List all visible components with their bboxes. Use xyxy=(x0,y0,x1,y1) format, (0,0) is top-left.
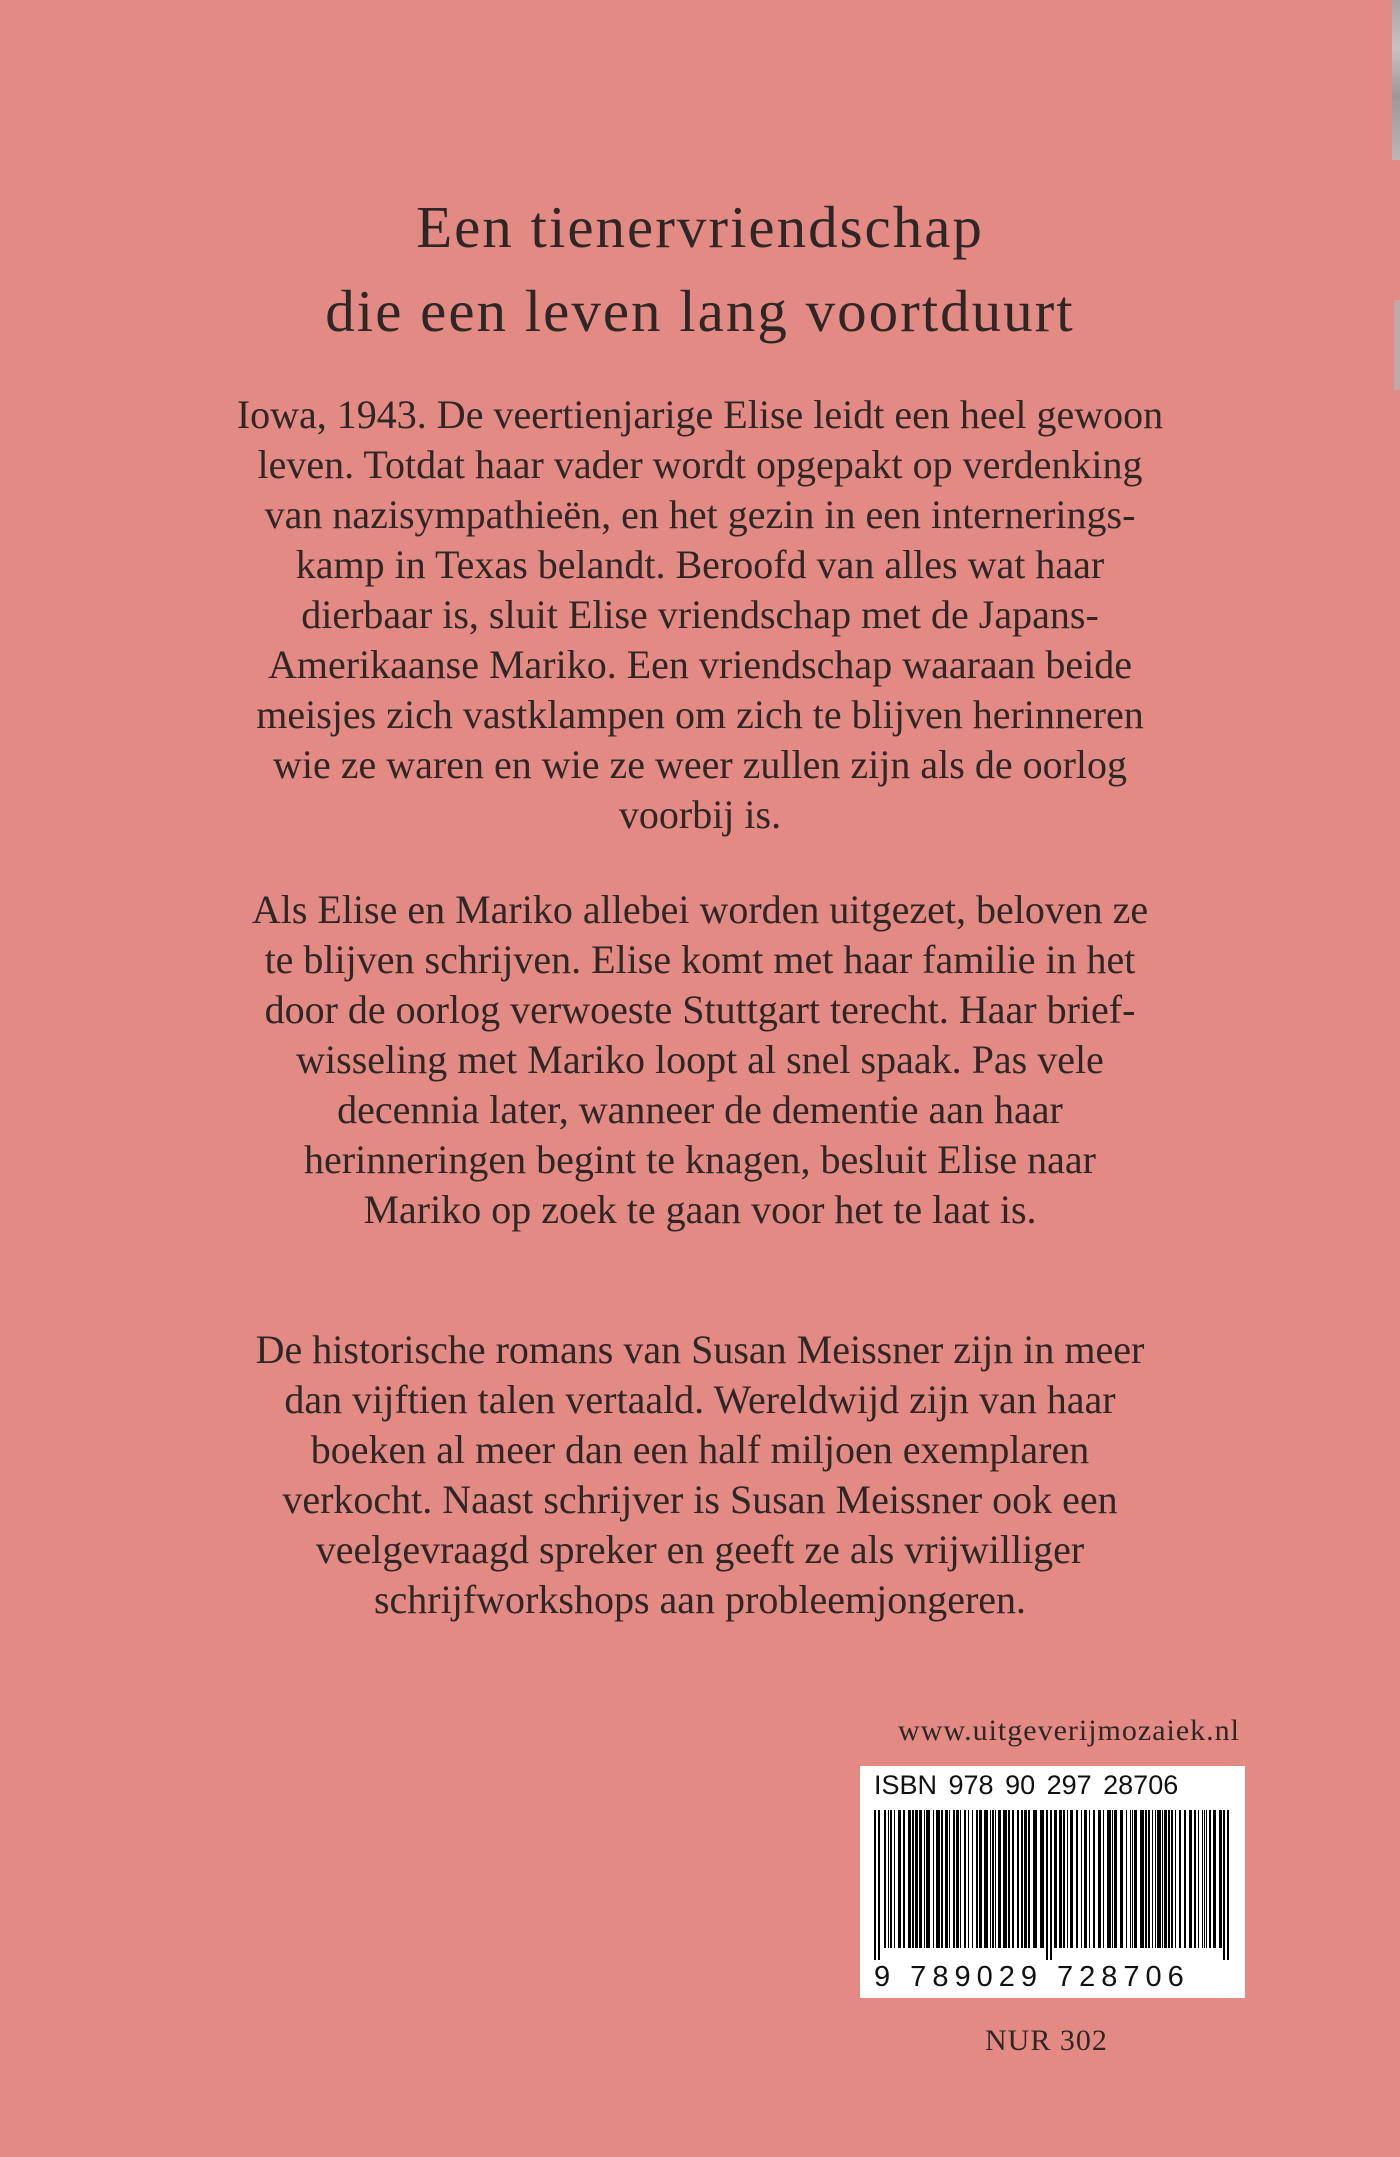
headline xyxy=(180,185,1220,353)
text-line: wie ze waren en wie ze weer zullen zijn als de oorlog xyxy=(272,742,1128,787)
text-line: Iowa, 1943. De veertienjarige Elise leidt een heel gewoon xyxy=(236,392,1164,437)
text-line: De historische romans van Susan Meissner zijn in meer xyxy=(255,1327,1145,1372)
text-line: dierbaar is, sluit Elise vriendschap met de Japans- xyxy=(301,592,1099,637)
nur-code: NUR 302 xyxy=(985,2024,1108,2057)
text-line: te blijven schrijven. Elise komt met haar familie in het xyxy=(264,937,1136,982)
text-line: Als Elise en Mariko allebei worden uitgezet, beloven ze xyxy=(251,887,1149,932)
author-bio-paragraph xyxy=(150,1325,1250,1625)
text-line: decennia later, wanneer de dementie aan haar xyxy=(337,1087,1063,1132)
headline-line: die een leven lang voortduurt xyxy=(325,278,1075,344)
synopsis-paragraph-2 xyxy=(150,885,1250,1235)
text-line: schrijfworkshops aan probleemjongeren. xyxy=(373,1577,1027,1622)
text-line: veelgevraagd spreker en geeft ze als vrijwilliger xyxy=(315,1527,1085,1572)
text-line: door de oorlog verwoeste Stuttgart terecht. Haar brief- xyxy=(264,987,1136,1032)
barcode-box xyxy=(860,1766,1245,1998)
text-line: van nazisympathieën, en het gezin in een internerings- xyxy=(264,492,1136,537)
text-line: wisseling met Mariko loopt al snel spaak. Pas vele xyxy=(296,1037,1104,1082)
isbn-label: ISBN 978 90 297 28706 xyxy=(874,1770,1179,1800)
spine-edge xyxy=(1394,300,1400,390)
text-line: verkocht. Naast schrijver is Susan Meissner ook een xyxy=(282,1477,1118,1522)
text-line: dan vijftien talen vertaald. Wereldwijd zijn van haar xyxy=(284,1377,1116,1422)
publisher-website: www.uitgeverijmozaiek.nl xyxy=(898,1714,1240,1747)
headline-line: Een tienervriendschap xyxy=(416,194,984,260)
text-line: herinneringen begint te knagen, besluit Elise naar xyxy=(304,1137,1096,1182)
text-line: meisjes zich vastklampen om zich te blijven herinneren xyxy=(256,692,1144,737)
barcode-icon xyxy=(874,1810,1231,1960)
text-line: boeken al meer dan een half miljoen exemplaren xyxy=(310,1427,1090,1472)
text-line: leven. Totdat haar vader wordt opgepakt op verdenking xyxy=(257,442,1143,487)
barcode-digits: 9 789029 728706 xyxy=(874,1961,1190,1993)
text-line: voorbij is. xyxy=(618,792,782,837)
spine-edge xyxy=(1392,0,1400,160)
text-line: Amerikaanse Mariko. Een vriendschap waaraan beide xyxy=(267,642,1133,687)
text-line: kamp in Texas belandt. Beroofd van alles wat haar xyxy=(295,542,1105,587)
text-line: Mariko op zoek te gaan voor het te laat is. xyxy=(363,1187,1037,1232)
synopsis-paragraph-1 xyxy=(150,390,1250,840)
